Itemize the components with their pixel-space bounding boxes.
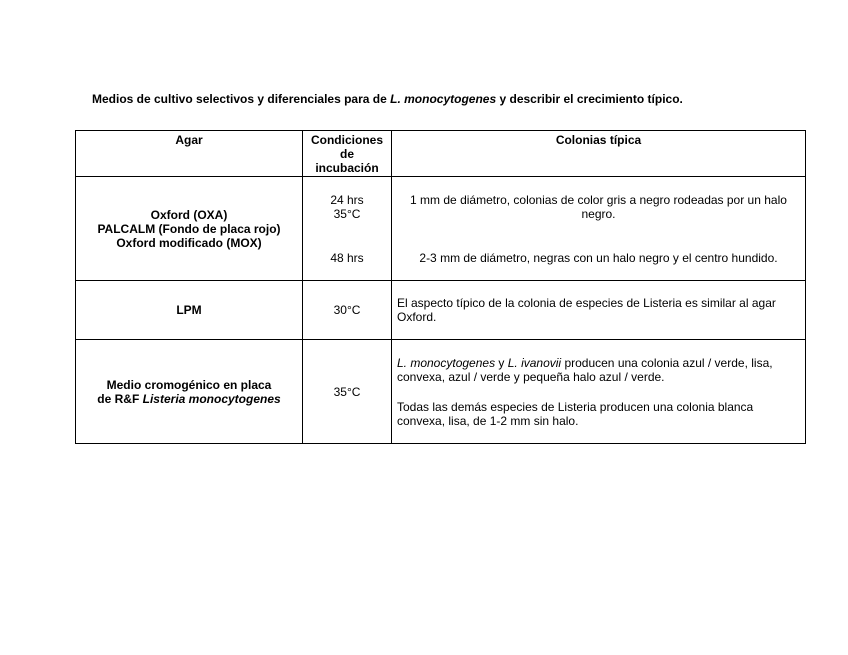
header-agar: Agar — [76, 131, 303, 177]
header-condiciones — [303, 131, 392, 177]
header-condiciones-line-2: de — [339, 147, 354, 161]
cond-35c: 35°C — [333, 206, 361, 221]
cond-24hrs: 24 hrs — [330, 192, 364, 207]
agar-oxa: Oxford (OXA) — [150, 207, 228, 222]
cell-condiciones-oxford — [303, 177, 392, 281]
document-title — [92, 92, 792, 106]
cell-agar-cromogenico — [76, 340, 303, 444]
header-condiciones-line-1: Condiciones — [310, 133, 383, 147]
table-row-oxford — [76, 177, 806, 281]
colonias-cromogenico-p1 — [397, 356, 800, 384]
table-header-row — [76, 131, 806, 177]
cell-colonias-cromogenico — [392, 340, 806, 444]
species-l-monocytogenes: L. monocytogenes — [397, 355, 496, 370]
title-prefix: Medios de cultivo selectivos y diferenciales para de — [92, 92, 391, 106]
conjunction-y: y — [495, 355, 508, 370]
colonias-48hrs: 2-3 mm de diámetro, negras con un halo negro y el centro hundido. — [419, 250, 778, 265]
cell-agar-lpm: LPM — [76, 281, 303, 340]
colonias-cromogenico-p2: Todas las demás especies de Listeria producen una colonia blanca convexa, lisa, de 1-2 mm sin halo. — [397, 399, 754, 428]
agar-cromogenico-line-2 — [81, 392, 297, 406]
header-condiciones-line-3: incubación — [315, 161, 379, 175]
agar-palcalm: PALCALM (Fondo de placa rojo) — [97, 221, 281, 236]
cell-condiciones-cromogenico: 35°C — [303, 340, 392, 444]
culture-media-table — [75, 130, 806, 444]
colonias-cromogenico-p1-rest: producen una colonia azul / verde, lisa, convexa, azul / verde y pequeña halo azul / verde. — [397, 355, 773, 384]
agar-cromogenico-species: Listeria monocytogenes — [142, 391, 281, 406]
cell-colonias-lpm: El aspecto típico de la colonia de especies de Listeria es similar al agar Oxford. — [392, 281, 806, 340]
table-row-cromogenico — [76, 340, 806, 444]
table-row-lpm — [76, 281, 806, 340]
title-suffix: y describir el crecimiento típico. — [496, 92, 683, 106]
cell-agar-oxford — [76, 177, 303, 281]
colonias-24hrs: 1 mm de diámetro, colonias de color gris a negro rodeadas por un halo negro. — [410, 192, 787, 221]
cond-48hrs: 48 hrs — [330, 250, 364, 265]
cell-condiciones-lpm: 30°C — [303, 281, 392, 340]
agar-cromogenico-prefix: de R&F — [97, 391, 143, 406]
agar-mox: Oxford modificado (MOX) — [116, 235, 262, 250]
agar-cromogenico-line-1: Medio cromogénico en placa — [106, 377, 272, 392]
title-species: L. monocytogenes — [390, 92, 497, 106]
species-l-ivanovii: L. ivanovii — [507, 355, 562, 370]
header-colonias: Colonias típica — [392, 131, 806, 177]
cell-colonias-oxford — [392, 177, 806, 281]
